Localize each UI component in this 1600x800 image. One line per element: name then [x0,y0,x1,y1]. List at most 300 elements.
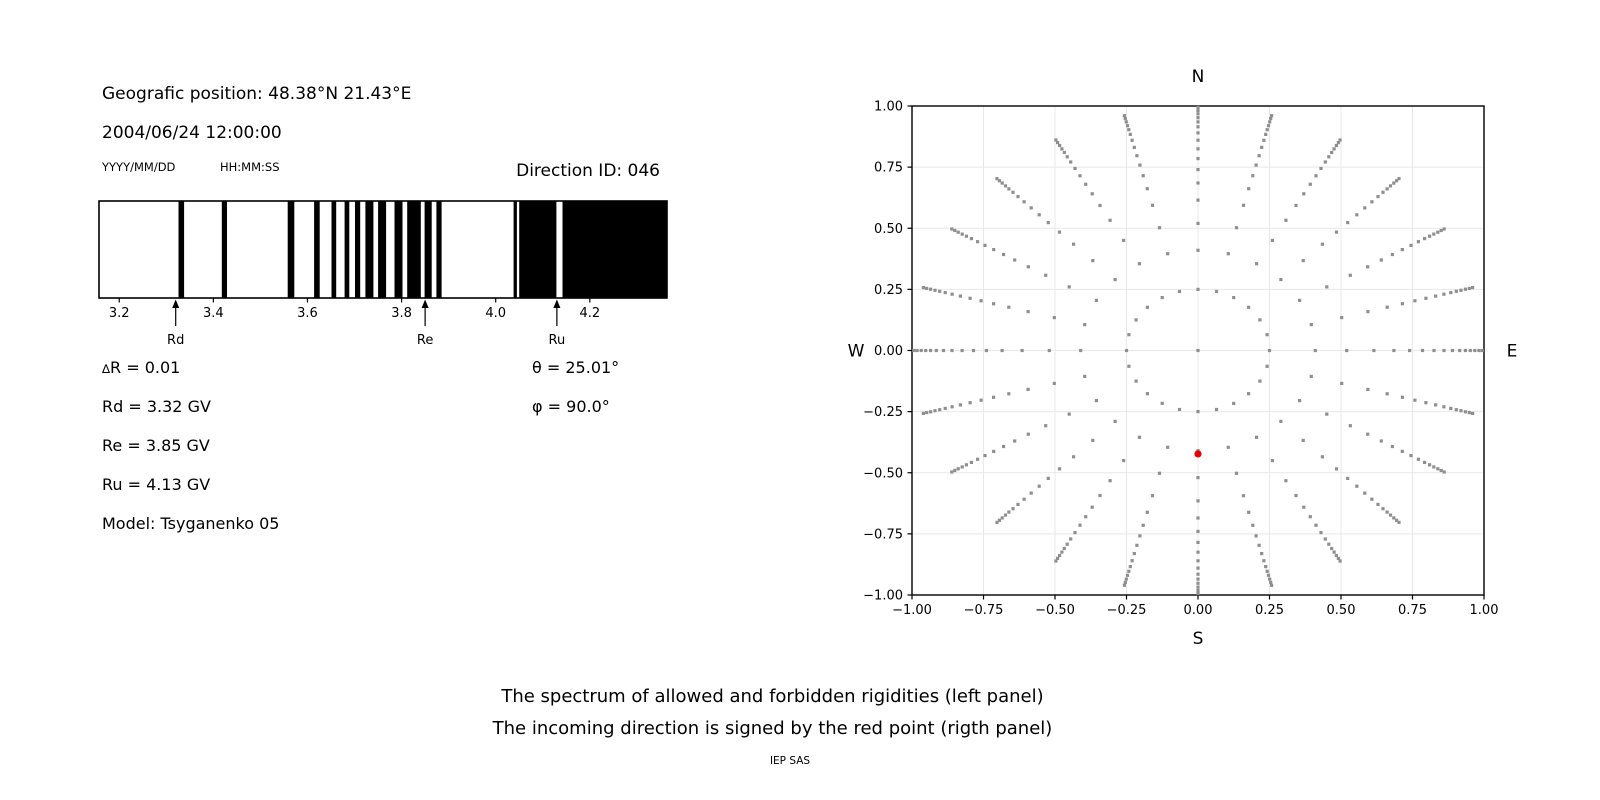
direction-grid-dot [1268,349,1271,352]
direction-grid-dot [1196,109,1199,112]
direction-grid-dot [1335,144,1338,147]
direction-grid-dot [1196,288,1199,291]
direction-grid-dot [1310,375,1313,378]
y-tick-label: 0.25 [874,282,903,298]
direction-grid-dot [1471,412,1474,415]
direction-grid-dot [1063,547,1066,550]
x-tick-label: 3.6 [297,306,318,321]
direction-grid-dot [1196,112,1199,115]
direction-grid-dot [1432,349,1435,352]
direction-grid-dot [1421,349,1424,352]
direction-grid-dot [1264,565,1267,568]
direction-grid-dot [1196,147,1199,150]
direction-grid-dot [1363,206,1366,209]
direction-grid-dot [1321,455,1324,458]
direction-grid-dot [1346,477,1349,480]
direction-grid-dot [1376,503,1379,506]
direction-grid-dot [985,349,988,352]
direction-grid-dot [1196,125,1199,128]
direction-grid-dot [1409,454,1412,457]
direction-grid-dot [1196,106,1199,109]
direction-grid-dot [1232,296,1235,299]
direction-grid-dot [1258,154,1261,157]
direction-grid-dot [944,407,947,410]
compass-label-north: N [1191,67,1205,87]
direction-grid-dot [1327,155,1330,158]
direction-grid-dot [1262,559,1265,562]
direction-grid-dot [1284,219,1287,222]
direction-grid-dot [980,399,983,402]
direction-grid-dot [1258,544,1261,547]
direction-grid-dot [1196,541,1199,544]
direction-grid-dot [1072,455,1075,458]
direction-grid-dot [1389,184,1392,187]
direction-grid-dot [1058,467,1061,470]
direction-grid-dot [916,349,919,352]
direction-grid-dot [1002,445,1005,448]
direction-grid-dot [969,297,972,300]
direction-grid-dot [1325,285,1328,288]
direction-grid-dot [922,286,925,289]
direction-grid-dot [1459,409,1462,412]
direction-grid-dot [951,405,954,408]
direction-grid-dot [1021,349,1024,352]
direction-grid-dot [1310,323,1313,326]
direction-grid-dot [1442,349,1445,352]
direction-grid-dot [1464,349,1467,352]
ru-value: Ru = 4.13 GV [102,475,211,494]
direction-grid-dot [1401,396,1404,399]
direction-grid-dot [1330,547,1333,550]
x-tick-label: −0.25 [1106,603,1147,618]
direction-grid-dot [995,177,998,180]
direction-grid-dot [972,349,975,352]
direction-grid-dot [1109,219,1112,222]
direction-grid-dot [1083,323,1086,326]
direction-grid-dot [1066,155,1069,158]
direction-grid-dot [1196,249,1199,252]
direction-grid-dot [1401,450,1404,453]
direction-grid-dot [1319,167,1322,170]
allowed-rigidity-band [514,201,517,298]
direction-grid-dot [1030,492,1033,495]
direction-grid-dot [1309,183,1312,186]
direction-grid-dot [1133,552,1136,555]
direction-grid-dot [1423,237,1426,240]
direction-grid-dot [1409,244,1412,247]
direction-grid-dot [1053,316,1056,319]
direction-grid-dot [1109,479,1112,482]
x-tick-label: 4.0 [485,306,507,321]
x-tick-label: −0.75 [963,603,1004,618]
cutoff-arrow-head [422,300,429,309]
direction-grid-dot [1327,543,1330,546]
direction-grid-dot [1196,181,1199,184]
direction-grid-dot [1319,531,1322,534]
x-tick-label: −0.50 [1035,603,1075,618]
direction-grid-dot [942,349,945,352]
direction-grid-dot [1443,227,1446,230]
direction-grid-dot [1366,433,1369,436]
credit-label: IEP SAS [769,755,811,767]
direction-grid-dot [1023,200,1026,203]
direction-grid-dot [1255,262,1258,265]
direction-grid-dot [1091,192,1094,195]
direction-grid-dot [1269,117,1272,120]
direction-grid-dot [1073,167,1076,170]
direction-grid-dot [961,233,964,236]
direction-grid-dot [1255,436,1258,439]
direction-grid-dot [1349,274,1352,277]
direction-grid-dot [1196,582,1199,585]
direction-grid-dot [1001,516,1004,519]
direction-grid-dot [1027,388,1030,391]
direction-grid-dot [1255,534,1258,537]
direction-grid-dot [1079,349,1082,352]
allowed-rigidity-band [179,201,185,298]
direction-grid-dot [1294,494,1297,497]
direction-grid-dot [1417,458,1420,461]
direction-grid-dot [1127,333,1130,336]
direction-grid-dot [970,237,973,240]
direction-grid-dot [1135,380,1138,383]
y-tick-label: 1.00 [874,99,903,115]
direction-grid-dot [965,463,968,466]
allowed-rigidity-band [355,201,360,298]
y-tick-label: 0.75 [874,160,903,176]
direction-grid-dot [992,302,995,305]
direction-grid-dot [1436,467,1439,470]
direction-grid-dot [929,349,932,352]
direction-grid-dot [1251,174,1254,177]
direction-grid-dot [1363,492,1366,495]
direction-grid-dot [1072,243,1075,246]
direction-grid-dot [1123,584,1126,587]
direction-grid-dot [1386,392,1389,395]
direction-grid-dot [1158,226,1161,229]
direction-grid-dot [933,409,936,412]
x-tick-label: 3.2 [108,306,130,321]
direction-grid-dot [1424,297,1427,300]
direction-grid-dot [1298,399,1301,402]
direction-grid-dot [1138,534,1141,537]
direction-grid-dot [1247,306,1250,309]
direction-grid-dot [1196,410,1199,413]
direction-grid-dot [1063,151,1066,154]
direction-grid-dot [1054,559,1057,562]
model-label: Model: Tsyganenko 05 [102,514,280,533]
direction-grid-dot [1451,349,1454,352]
direction-grid-dot [1401,248,1404,251]
direction-grid-dot [1434,403,1437,406]
direction-grid-dot [912,349,915,352]
direction-grid-dot [1355,485,1358,488]
geographic-position-label: Geografic position: 48.38°N 21.43°E [102,84,412,104]
direction-grid-dot [1196,559,1199,562]
direction-grid-dot [1044,274,1047,277]
direction-grid-dot [970,461,973,464]
direction-grid-dot [1302,259,1305,262]
direction-grid-dot [1196,139,1199,142]
direction-grid-dot [1123,114,1126,117]
direction-grid-dot [1443,470,1446,473]
direction-grid-dot [1424,401,1427,404]
direction-grid-dot [1196,530,1199,533]
allowed-rigidity-band [395,201,403,298]
direction-grid-dot [980,299,983,302]
direction-grid-center-dot [1196,349,1199,352]
y-tick-label: −0.50 [863,466,903,482]
direction-grid-dot [1078,524,1081,527]
direction-grid-dot [1060,551,1063,554]
direction-grid-dot [1007,392,1010,395]
direction-grid-dot [983,454,986,457]
direction-grid-dot [1391,445,1394,448]
direction-grid-dot [1138,436,1141,439]
direction-grid-dot [1268,120,1271,123]
direction-grid-dot [1007,187,1010,190]
direction-grid-dot [1129,565,1132,568]
direction-grid-dot [1269,581,1272,584]
direction-grid-dot [1196,516,1199,519]
direction-grid-dot [1428,463,1431,466]
direction-grid-dot [1468,287,1471,290]
direction-grid-dot [1339,138,1342,141]
direction-grid-dot [1340,316,1343,319]
allowed-rigidity-band [288,201,295,298]
direction-grid-dot [1413,299,1416,302]
direction-grid-dot [1268,578,1271,581]
direction-grid-dot [1302,192,1305,195]
direction-grid-dot [1151,204,1154,207]
direction-grid-dot [1242,494,1245,497]
direction-grid-dot [1127,570,1130,573]
direction-grid-dot [1027,433,1030,436]
direction-grid-dot [1247,187,1250,190]
direction-grid-dot [1302,439,1305,442]
direction-grid-dot [1232,402,1235,405]
x-tick-label: 0.00 [1183,603,1213,618]
direction-grid-dot [1196,476,1199,479]
direction-grid-dot [1161,402,1164,405]
x-tick-label: 3.8 [391,306,412,321]
direction-grid-dot [1054,138,1057,141]
direction-grid-dot [1270,584,1273,587]
direction-grid-dot [1129,133,1132,136]
direction-grid-dot [1423,461,1426,464]
direction-grid-dot [1124,581,1127,584]
direction-grid-dot [1442,405,1445,408]
direction-grid-dot [1004,184,1007,187]
re-value: Re = 3.85 GV [102,436,210,455]
direction-grid-dot [1161,296,1164,299]
rd-value: Rd = 3.32 GV [102,397,211,416]
direction-grid-dot [1294,204,1297,207]
direction-grid-dot [1267,574,1270,577]
direction-grid-dot [995,521,998,524]
direction-grid-dot [1267,124,1270,127]
direction-grid-dot [1058,231,1061,234]
direction-grid-dot [1084,515,1087,518]
direction-grid-dot [1196,131,1199,134]
direction-grid-dot [1196,116,1199,119]
direction-grid-dot [1083,375,1086,378]
direction-grid-dot [1091,439,1094,442]
allowed-rigidity-band [425,201,432,298]
direction-grid-dot [1266,570,1269,573]
cutoff-arrow-head [553,300,560,309]
direction-grid-dot [1196,120,1199,123]
direction-grid-dot [1069,537,1072,540]
direction-grid-dot [933,289,936,292]
direction-grid-dot [1114,278,1117,281]
direction-grid-dot [957,231,960,234]
direction-grid-dot [1381,507,1384,510]
direction-grid-dot [976,240,979,243]
direction-grid-dot [1413,399,1416,402]
direction-grid-dot [1458,349,1461,352]
direction-grid-dot [1196,589,1199,592]
direction-grid-dot [1386,306,1389,309]
direction-grid-dot [1127,365,1130,368]
direction-grid-dot [1455,290,1458,293]
allowed-rigidity-band [519,201,556,298]
direction-grid-dot [959,295,962,298]
direction-grid-dot [1339,559,1342,562]
allowed-rigidity-band [436,201,441,298]
direction-grid-dot [1133,146,1136,149]
direction-grid-dot [1380,258,1383,261]
cutoff-marker-label: Ru [548,333,566,348]
direction-grid-dot [1146,392,1149,395]
direction-grid-dot [1440,469,1443,472]
y-tick-label: −0.75 [863,527,903,543]
direction-grid-dot [1196,567,1199,570]
y-tick-label: −0.25 [863,405,903,421]
direction-grid-dot [1464,410,1467,413]
direction-grid-dot [1142,174,1145,177]
direction-grid-dot [950,227,953,230]
direction-grid-dot [1098,204,1101,207]
direction-grid-dot [992,450,995,453]
direction-grid-dot [1279,420,1282,423]
direction-grid-dot [1146,511,1149,514]
x-tick-label: 0.50 [1326,603,1356,618]
direction-grid-dot [1408,349,1411,352]
direction-grid-dot [922,412,925,415]
direction-grid-dot [1417,240,1420,243]
direction-id-label: Direction ID: 046 [516,161,660,181]
delta-r-value [102,359,180,377]
direction-grid-dot [1397,177,1400,180]
direction-grid-dot [983,244,986,247]
direction-grid-dot [1004,514,1007,517]
direction-grid-dot [1262,139,1265,142]
direction-grid-dot [1266,333,1269,336]
direction-grid-dot [957,467,960,470]
direction-grid-dot [1013,439,1016,442]
direction-grid-dot [1401,302,1404,305]
direction-grid-dot [1011,191,1014,194]
direction-grid-dot [1151,494,1154,497]
direction-grid-dot [1266,365,1269,368]
direction-grid-dot [1314,524,1317,527]
direction-grid-dot [1053,382,1056,385]
direction-grid-dot [938,408,941,411]
direction-grid-dot [1196,168,1199,171]
x-tick-label: 1.00 [1469,603,1499,618]
direction-grid-dot [1196,551,1199,554]
compass-label-west: W [847,341,865,362]
direction-grid-dot [1335,554,1338,557]
direction-grid-dot [1258,318,1261,321]
x-tick-label: 3.4 [203,306,224,321]
direction-grid-dot [1215,408,1218,411]
direction-grid-dot [929,288,932,291]
direction-grid-dot [1125,578,1128,581]
direction-grid-dot [950,349,953,352]
direction-grid-dot [1146,187,1149,190]
y-tick-label: −1.00 [863,588,903,604]
direction-grid-dot [1007,306,1010,309]
direction-grid-dot [969,401,972,404]
direction-grid-dot [1048,349,1051,352]
direction-grid-dot [1335,467,1338,470]
compass-label-east: E [1506,341,1518,362]
direction-grid-dot [1330,151,1333,154]
direction-grid-dot [1481,349,1484,352]
direction-grid-dot [1314,174,1317,177]
direction-grid-dot [1264,133,1267,136]
direction-grid-dot [1215,290,1218,293]
direction-grid-dot [1196,199,1199,202]
direction-grid-dot [961,349,964,352]
direction-grid-dot [1235,226,1238,229]
direction-grid-dot [925,287,928,290]
direction-grid-dot [1370,498,1373,501]
direction-grid-dot [1349,424,1352,427]
incoming-direction-chart [840,40,1540,660]
direction-grid-dot [1389,514,1392,517]
x-tick-label: 4.2 [579,306,601,321]
direction-grid-dot [1376,195,1379,198]
direction-grid-dot [1027,265,1030,268]
direction-grid-dot [1455,408,1458,411]
caption-line1: The spectrum of allowed and forbidden rigidities (left panel) [501,686,1044,707]
direction-grid-dot [1266,128,1269,131]
direction-grid-dot [1271,459,1274,462]
direction-grid-dot [1068,413,1071,416]
direction-grid-dot [1468,411,1471,414]
direction-grid-dot [1084,183,1087,186]
direction-grid-dot [1392,516,1395,519]
direction-grid-dot [1125,120,1128,123]
direction-grid-dot [1271,239,1274,242]
direction-grid-dot [1235,472,1238,475]
direction-grid-dot [1459,289,1462,292]
direction-grid-dot [1142,524,1145,527]
direction-grid-dot [1016,195,1019,198]
cutoff-arrow-head [172,300,179,309]
date-format-hint: YYYY/MM/DD [102,160,176,174]
caption-line2: The incoming direction is signed by the red point (rigth panel) [492,718,1053,739]
direction-grid-dot [1397,521,1400,524]
y-tick-label: 0.00 [874,344,903,359]
direction-grid-dot [1196,586,1199,589]
direction-grid-dot [1078,174,1081,177]
direction-grid-dot [1260,552,1263,555]
direction-grid-dot [929,410,932,413]
